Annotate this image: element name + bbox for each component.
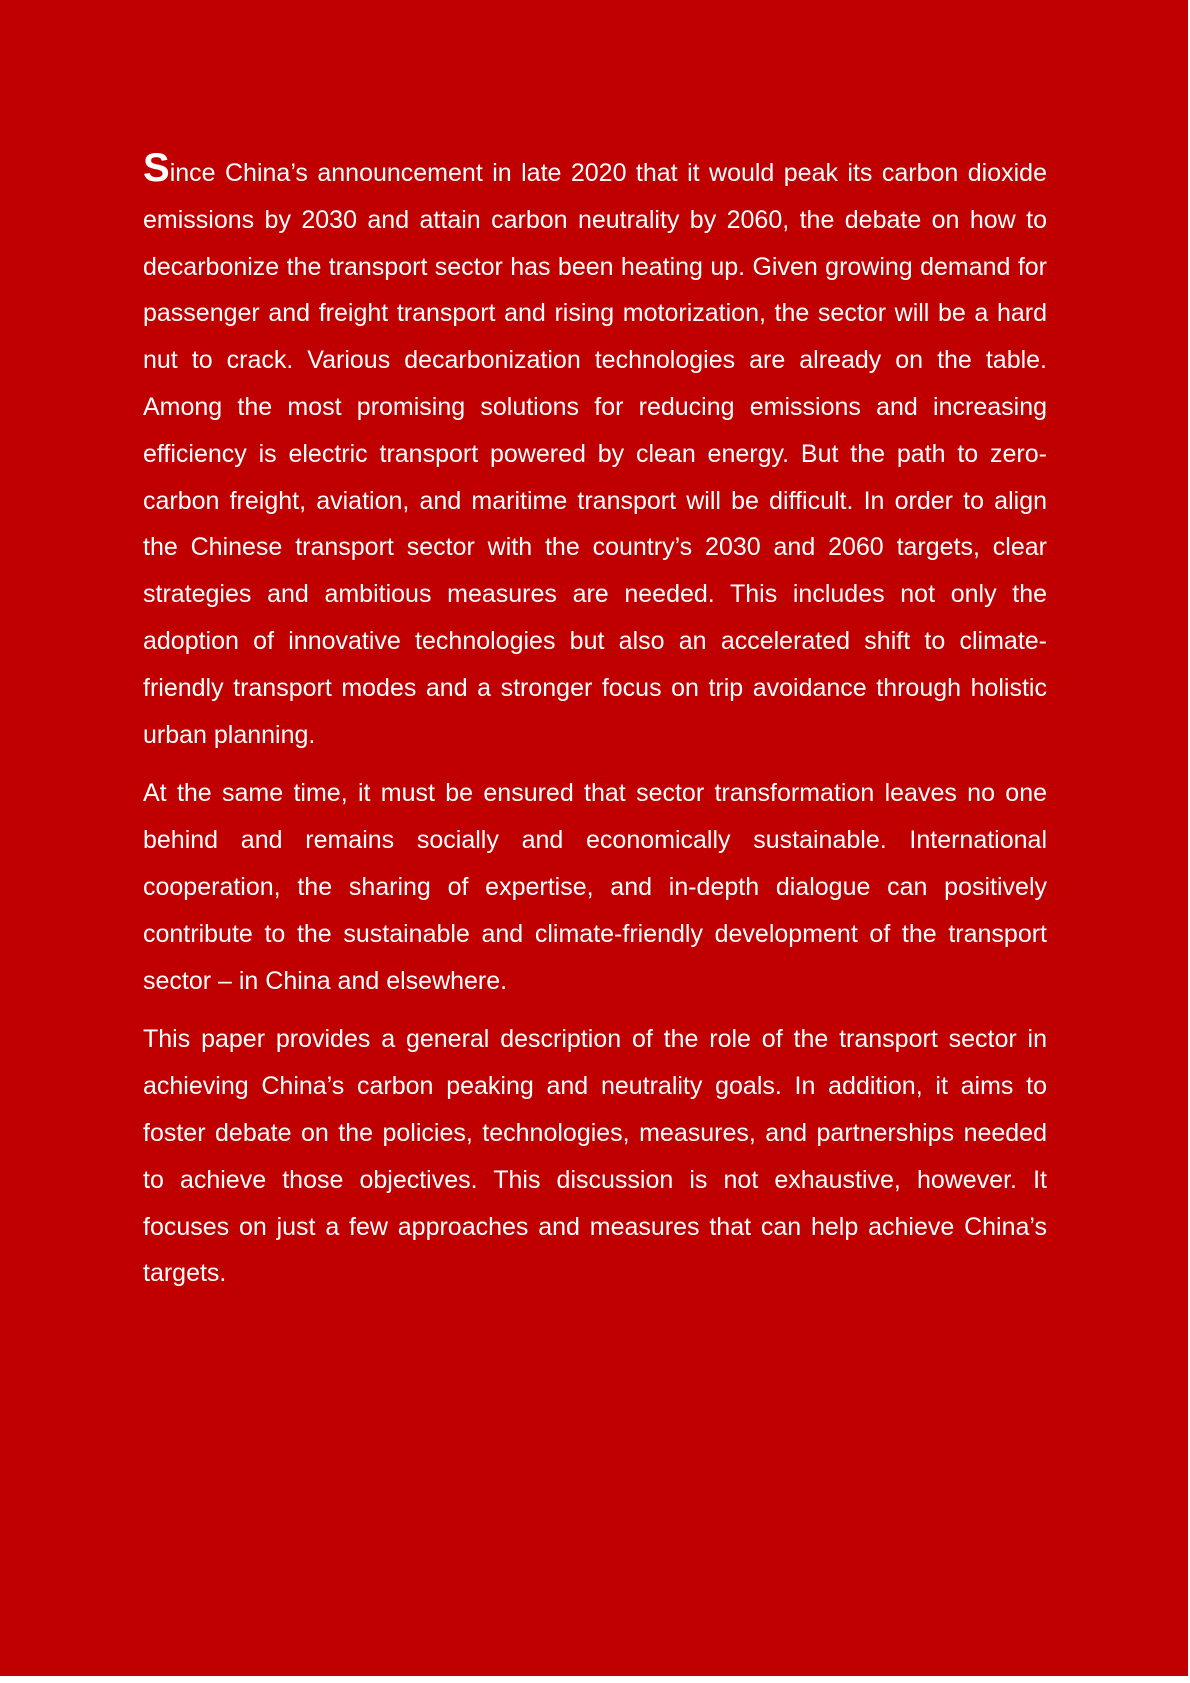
paragraph-intro <box>143 146 1047 758</box>
paragraph-sustainability: At the same time, it must be ensured that sector transformation leaves no one behind and remains socially and economically sustainable. International cooperation, the sharing of expertise, and in-depth dialogue can positively contribute to the sustainable and climate-friendly development of the transport sector – in China and elsewhere. <box>143 779 1047 995</box>
paragraph-intro-text: ince China’s announcement in late 2020 that it would peak its carbon dioxide emissions by 2030 and attain carbon neutrality by 2060, the debate on how to decarbonize the transport sector has been heating up. Given growing demand for passenger and freight transport and rising motorization, the sector will be a hard nut to crack. Various decarbonization technologies are already on the table. Among the most promising solutions for reducing emissions and increasing efficiency is electric transport powered by clean energy. But the path to zero-carbon freight, aviation, and maritime transport will be difficult. In order to align the Chinese transport sector with the country’s 2030 and 2060 targets, clear strategies and ambitious measures are needed. This includes not only the adoption of innovative technologies but also an accelerated shift to climate-friendly transport modes and a stronger focus on trip avoidance through holistic urban planning. <box>143 159 1047 749</box>
body-text <box>143 146 1047 1309</box>
paragraph-scope: This paper provides a general description of the role of the transport sector in achieving China’s carbon peaking and neutrality goals. In addition, it aims to foster debate on the policies, technologies, measures, and partnerships needed to achieve those objectives. This discussion is not exhaustive, however. It focuses on just a few approaches and measures that can help achieve China’s targets. <box>143 1025 1047 1288</box>
drop-cap: S <box>143 146 170 190</box>
